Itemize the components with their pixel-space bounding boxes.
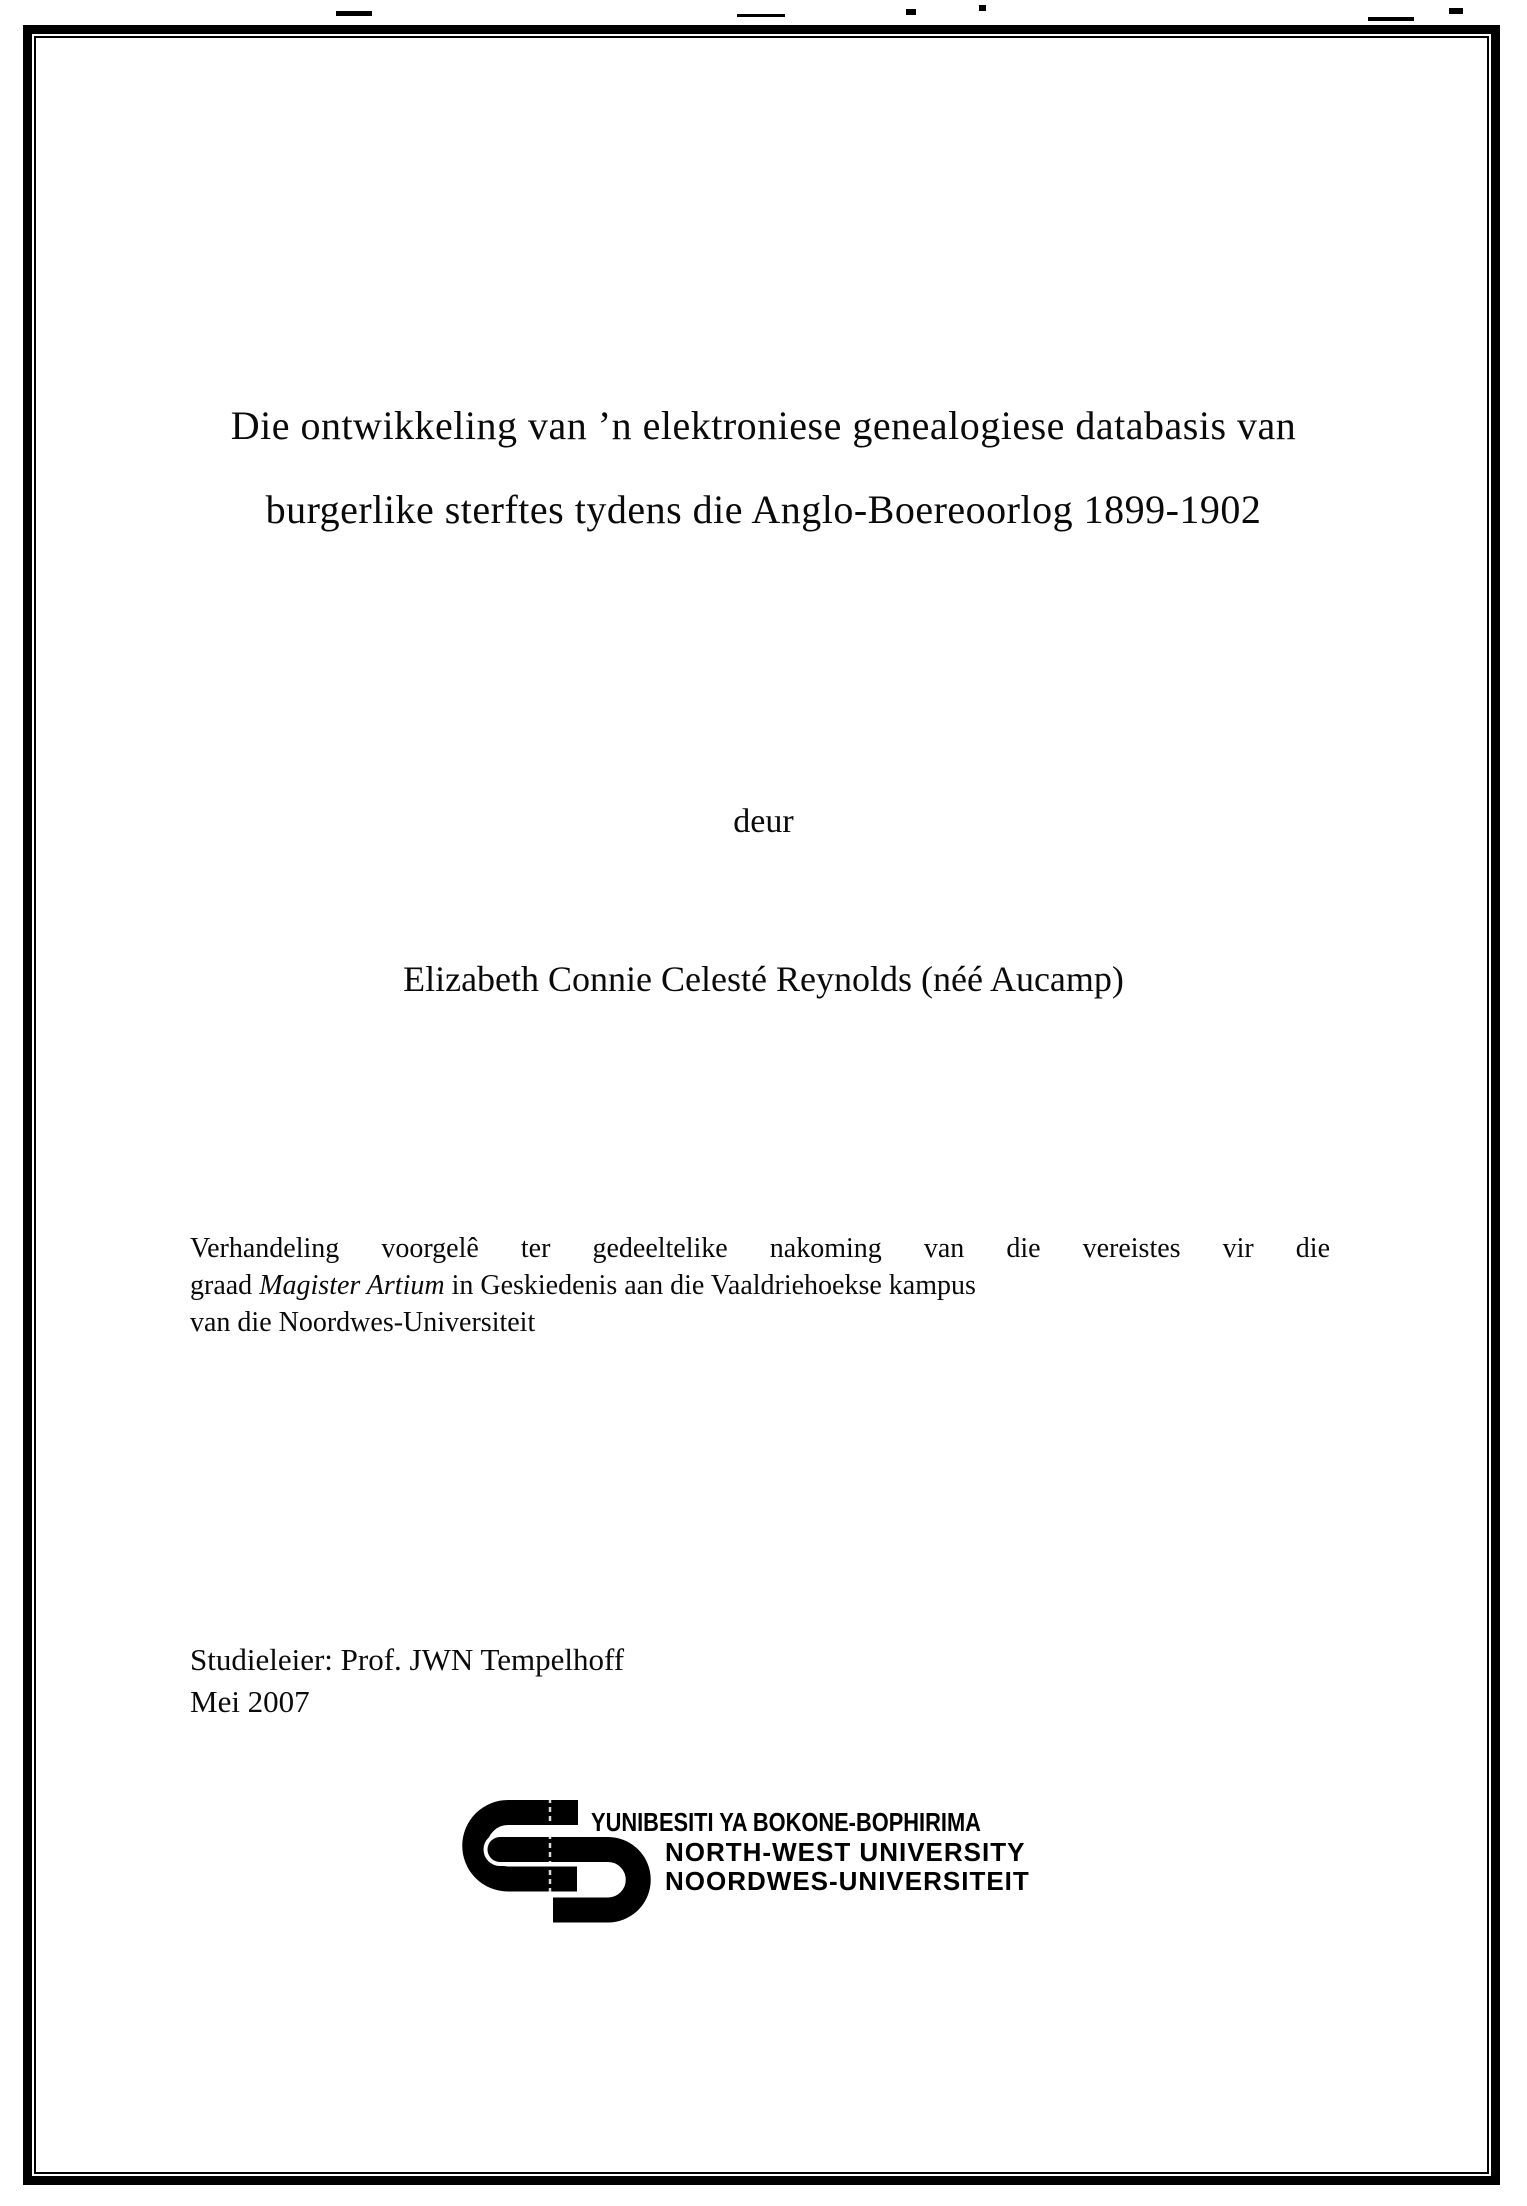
degree-name-italic: Magister Artium bbox=[259, 1270, 445, 1301]
supervisor-line: Studieleier: Prof. JWN Tempelhoff bbox=[190, 1642, 625, 1677]
degree-statement-line-2 bbox=[190, 1267, 1330, 1304]
degree-statement-line-3: van die Noordwes-Universiteit bbox=[190, 1307, 536, 1338]
degree-statement-line-2-post: in Geskiedenis aan die Vaaldriehoekse kampus bbox=[444, 1270, 976, 1301]
date-line: Mei 2007 bbox=[190, 1684, 310, 1719]
logo-text-setswana: YUNIBESITI YA BOKONE-BOPHIRIMA bbox=[591, 1807, 981, 1837]
scan-artifact bbox=[737, 14, 785, 17]
scan-artifact bbox=[1449, 8, 1463, 14]
degree-statement-line-2-pre: graad bbox=[190, 1270, 260, 1301]
degree-statement-line-1: Verhandeling voorgelê ter gedeeltelike nakoming van die vereistes vir die bbox=[190, 1233, 1330, 1264]
scan-artifact bbox=[979, 5, 986, 11]
scan-artifact bbox=[336, 11, 372, 16]
scan-artifact bbox=[906, 9, 916, 15]
author-name: Elizabeth Connie Celesté Reynolds (néé Aucamp) bbox=[403, 959, 1124, 999]
thesis-title-line-1: Die ontwikkeling van ’n elektroniese genealogiese databasis van bbox=[230, 403, 1297, 448]
scan-artifact bbox=[1368, 17, 1414, 21]
logo-text-english: NORTH-WEST UNIVERSITY bbox=[665, 1837, 1026, 1867]
thesis-title bbox=[0, 384, 1527, 552]
supervisor-block bbox=[190, 1639, 624, 1723]
nwu-logo bbox=[460, 1798, 1140, 1943]
thesis-title-line-2: burgerlike sterftes tydens die Anglo-Boereoorlog 1899-1902 bbox=[265, 487, 1262, 532]
degree-statement bbox=[190, 1230, 1330, 1341]
logo-text-afrikaans: NOORDWES-UNIVERSITEIT bbox=[665, 1866, 1030, 1896]
byline-label: deur bbox=[733, 803, 794, 840]
logo-link-right-cap bbox=[488, 1837, 513, 1862]
